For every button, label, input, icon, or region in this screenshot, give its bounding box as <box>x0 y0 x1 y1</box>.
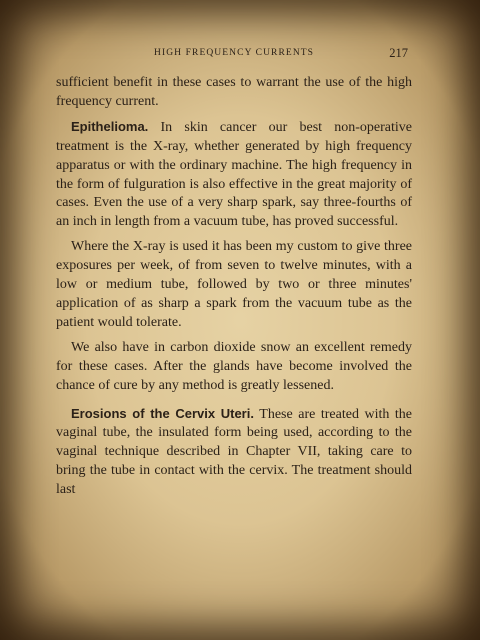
section-heading-epithelioma: Epithelioma. <box>71 118 149 134</box>
paragraph-text: We also have in carbon dioxide snow an excellent remedy for these cases. After the glands have become involved the chance of cure by any method is greatly lessened. <box>56 339 412 393</box>
page-header <box>58 48 408 64</box>
paragraph-xray-custom <box>56 238 412 333</box>
paragraph-text: In skin cancer our best non-operative treatment is the X-ray, whether generated by high frequency apparatus or with the ordinary machine. The high frequency in the form of fulguration is also effective in the great majority of cases. Even the use of a very sharp spark, say three-fourths of an inch in length from a vacuum tube, has proved successful. <box>56 119 412 230</box>
page-number: 217 <box>389 46 408 60</box>
paragraph-carbon-dioxide <box>56 339 412 396</box>
paragraph-text: sufficient benefit in these cases to warrant the use of the high frequency current. <box>56 75 412 109</box>
paragraph-text: Where the X-ray is used it has been my custom to give three exposures per week, of from seven to twelve minutes, with a low or medium tube, followed by two or three minutes' application of as sharp a spark from the vacuum tube as the patient would tolerate. <box>56 239 412 330</box>
running-head: HIGH FREQUENCY CURRENTS <box>154 48 315 58</box>
paragraph-text: These are treated with the vaginal tube, the insulated form being used, according to the vaginal technique described in Chapter VII, taking care to bring the tube in contact with the cervix. The treatment should last <box>56 406 413 498</box>
section-heading-cervix-erosions: Erosions of the Cervix Uteri. <box>71 405 254 421</box>
paragraph-epithelioma <box>56 118 412 232</box>
paragraph-cervix-erosions <box>56 405 412 501</box>
body-text <box>56 74 412 500</box>
paragraph-continuation <box>56 74 412 112</box>
